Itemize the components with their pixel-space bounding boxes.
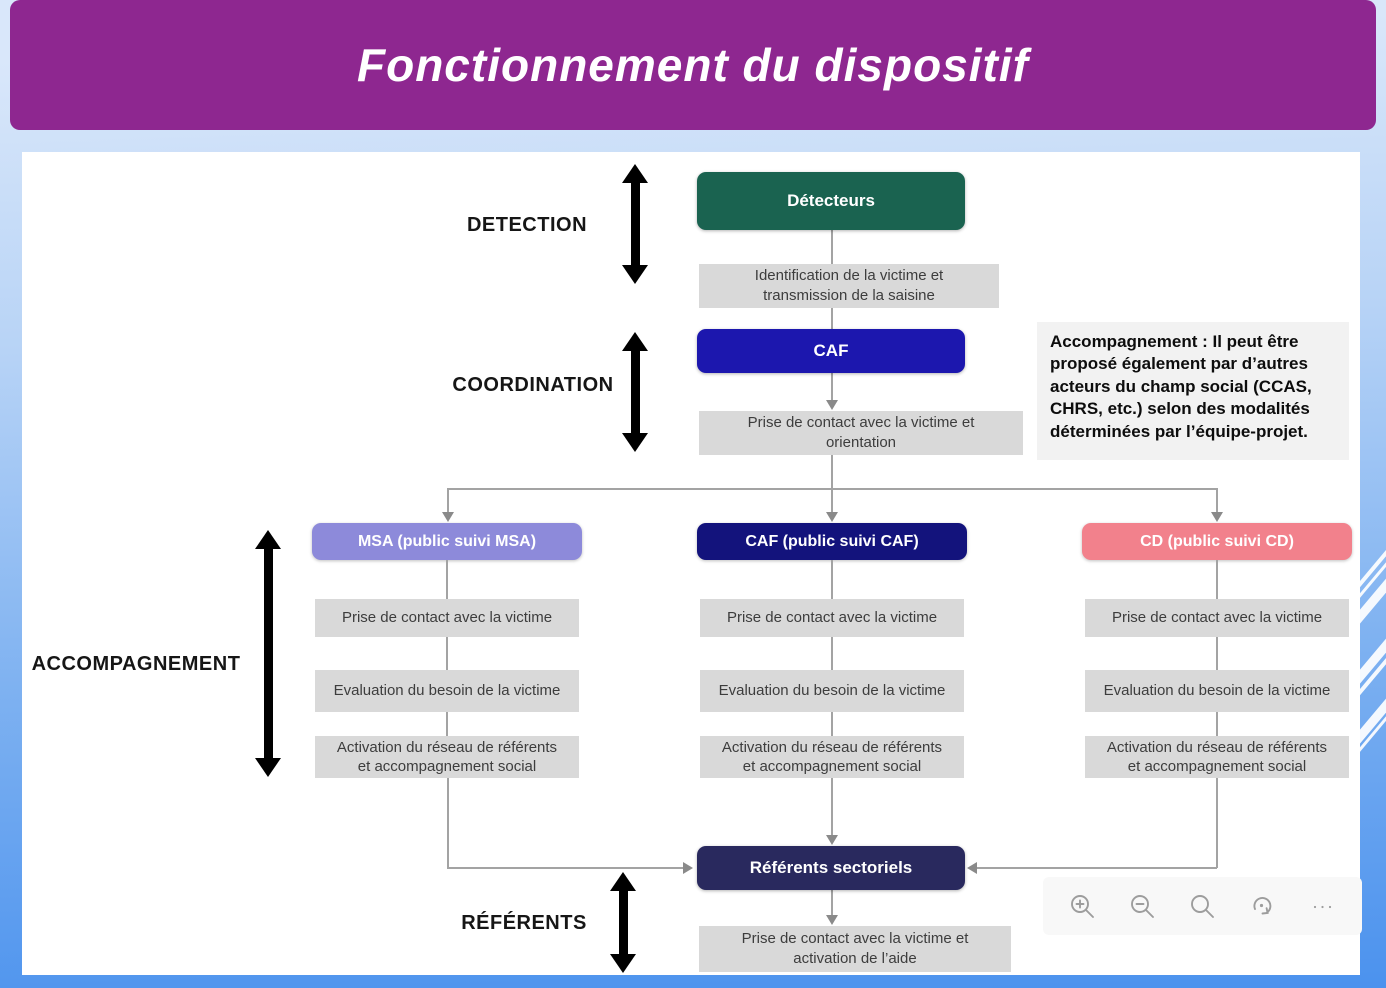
connector-line — [1216, 637, 1218, 670]
arrowhead-down-icon — [826, 835, 838, 845]
identification-box: Identification de la victime et transmission de la saisine — [699, 264, 999, 308]
connector-line — [831, 890, 833, 916]
connector-line — [831, 373, 833, 401]
more-button[interactable] — [1302, 886, 1342, 926]
msa-header-box: MSA (public suivi MSA) — [312, 523, 582, 560]
referents-sectoriels-box: Référents sectoriels — [697, 846, 965, 890]
column-step-box: Prise de contact avec la victime — [1085, 599, 1349, 637]
zoom-in-button[interactable] — [1063, 886, 1103, 926]
double-arrow-accompagnement-icon — [255, 530, 281, 777]
connector-line — [831, 488, 833, 513]
arrowhead-down-icon — [1211, 512, 1223, 522]
stage-label-referents: RÉFÉRENTS — [461, 912, 587, 934]
double-arrow-referents-icon — [610, 872, 636, 973]
connector-line — [446, 712, 448, 736]
page-title: Fonctionnement du dispositif — [357, 39, 1029, 91]
viewer-toolbar — [1043, 877, 1362, 935]
cd-header-box: CD (public suivi CD) — [1082, 523, 1352, 560]
caf-box: CAF — [697, 329, 965, 373]
column-step-box: Prise de contact avec la victime — [315, 599, 579, 637]
connector-line — [831, 308, 833, 329]
connector-line — [1216, 778, 1218, 868]
zoom-out-button[interactable] — [1123, 886, 1163, 926]
arrowhead-right-icon — [683, 862, 693, 874]
rotate-button[interactable] — [1242, 886, 1282, 926]
column-cd — [1082, 523, 1352, 778]
title-banner — [10, 0, 1376, 130]
column-msa — [312, 523, 582, 778]
accompagnement-note: Accompagnement : Il peut être proposé également par d’autres acteurs du champ social (CCAS, CHRS, etc.) selon des modalités déterminées par l’équipe-projet. — [1037, 322, 1349, 460]
connector-line — [831, 637, 833, 670]
connector-line — [831, 712, 833, 736]
connector-line — [1216, 488, 1218, 513]
search-button[interactable] — [1182, 886, 1222, 926]
connector-line — [1216, 712, 1218, 736]
prise-contact-aide-box: Prise de contact avec la victime et activation de l’aide — [699, 926, 1011, 972]
stage-label-coordination: COORDINATION — [452, 374, 614, 396]
column-step-box: Activation du réseau de référents et accompagnement social — [1085, 736, 1349, 778]
double-arrow-coordination-icon — [622, 332, 648, 452]
prise-contact-orientation-box: Prise de contact avec la victime et orientation — [699, 411, 1023, 455]
column-step-box: Activation du réseau de référents et accompagnement social — [700, 736, 964, 778]
search-icon — [1189, 893, 1216, 920]
connector-line — [831, 455, 833, 488]
zoom-in-icon — [1069, 893, 1096, 920]
arrowhead-down-icon — [442, 512, 454, 522]
arrowhead-down-icon — [826, 512, 838, 522]
stage-label-accompagnement: ACCOMPAGNEMENT — [31, 653, 241, 675]
zoom-out-icon — [1129, 893, 1156, 920]
connector-line — [446, 560, 448, 599]
connector-line — [447, 867, 683, 869]
double-arrow-detection-icon — [622, 164, 648, 284]
arrowhead-left-icon — [967, 862, 977, 874]
stage-label-detection: DETECTION — [466, 214, 588, 236]
connector-line — [447, 488, 449, 513]
more-icon — [1309, 893, 1336, 920]
connector-line — [831, 230, 833, 264]
column-step-box: Evaluation du besoin de la victime — [1085, 670, 1349, 712]
rotate-icon — [1249, 893, 1276, 920]
connector-line — [446, 637, 448, 670]
connector-line — [1216, 560, 1218, 599]
detecteurs-box: Détecteurs — [697, 172, 965, 230]
column-caf — [697, 523, 967, 778]
column-step-box: Activation du réseau de référents et accompagnement social — [315, 736, 579, 778]
arrowhead-down-icon — [826, 400, 838, 410]
connector-line — [831, 560, 833, 599]
column-step-box: Evaluation du besoin de la victime — [315, 670, 579, 712]
connector-line — [977, 867, 1217, 869]
connector-line — [447, 778, 449, 868]
column-step-box: Prise de contact avec la victime — [700, 599, 964, 637]
decorative-stripes — [1356, 545, 1386, 760]
column-step-box: Evaluation du besoin de la victime — [700, 670, 964, 712]
caf-suivi-header-box: CAF (public suivi CAF) — [697, 523, 967, 560]
arrowhead-down-icon — [826, 915, 838, 925]
connector-line — [831, 778, 833, 836]
